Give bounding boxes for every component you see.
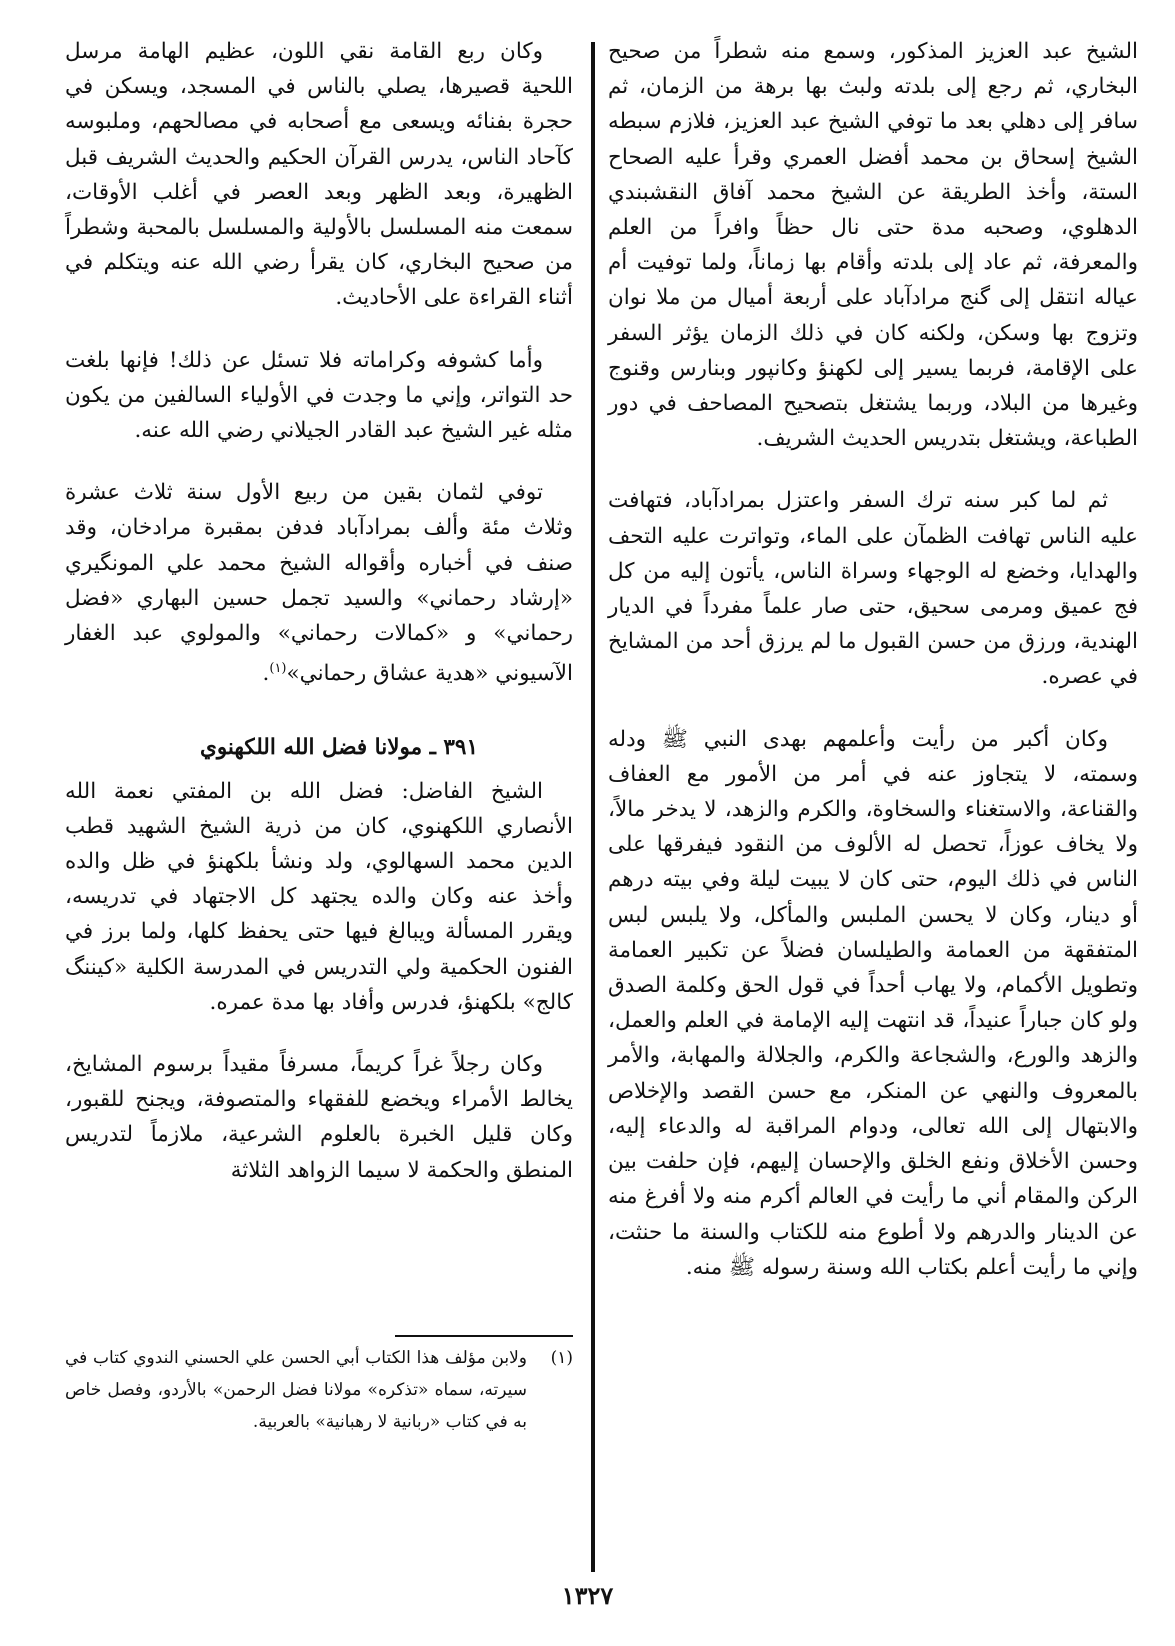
- paragraph: توفي لثمان بقين من ربيع الأول سنة ثلاث عشرة وثلاث مئة وألف بمرادآباد فدفن بمقبرة مرادخان، وقد صنف في أخباره وأقواله الشيخ محمد علي المونگيري «إرشاد رحماني» والسيد تجمل حسين البهاري «فضل رحماني» و «كمالات رحماني» والمولوي عبد الغفار الآسيوني «هدية عشاق رحماني»$^{(١)}$.: [65, 480, 573, 687]
- page-number: ١٣٢٧: [561, 1581, 614, 1610]
- paragraph: ثم لما كبر سنه ترك السفر واعتزل بمرادآباد، فتهافت عليه الناس تهافت الظمآن على الماء، وتواترت عليه التحف والهدايا، وخضع له الوجهاء وسراة الناس، يأتون إليه من كل فج عميق ومرمى سحيق، حتى صار علماً مفرداً في الديار الهندية، ورزق من حسن القبول ما لم يرزق أحد من المشايخ في عصره.: [608, 488, 1138, 690]
- column-divider: [591, 42, 595, 1572]
- paragraph: وكان أكبر من رأيت وأعلمهم بهدى النبي ﷺ ودله وسمته، لا يتجاوز عنه في أمر من الأمور مع العفاف والقناعة، والاستغناء والسخاوة، والكرم والزهد، لا يدخر مالاً، ولا يخاف عوزاً، تحصل له الألوف من النقود فيفرقها على الناس في ذلك اليوم، حتى كان لا يبيت ليلة وفي بيته درهم أو دينار، وكان لا يحسن الملبس والمأكل، ولا يلبس لبس المتفقهة من العمامة والطيلسان فضلاً عن تكبير العمامة وتطويل الأكمام، ولا يهاب أحداً في قول الحق وكلمة الصدق ولو كان جباراً عنيداً، قد انتهت إليه الإمامة في العلم والعمل، والزهد والورع، والشجاعة والكرم، والجلالة والمهابة، والأمر بالمعروف والنهي عن المنكر، مع حسن القصد والإخلاص والابتهال إلى الله تعالى، ودوام المراقبة له والدعاء إليه، وحسن الأخلاق ونفع الخلق والإحسان إليهم، فإن حلفت بين الركن والمقام أني ما رأيت في العالم أكرم منه ولا أفرغ منه عن الدينار والدرهم ولا أطوع منه للكتاب والسنة ما حنثت، وإني ما رأيت أعلم بكتاب الله وسنة رسوله ﷺ منه.: [608, 726, 1138, 1280]
- footnote-reference[interactable]: (١): [269, 661, 287, 677]
- entry-heading: ٣٩١ ـ مولانا فضل الله اللكهنوي: [199, 734, 479, 760]
- right-column: [608, 34, 1138, 1285]
- footnote: [65, 1342, 573, 1438]
- paragraph-text: توفي لثمان بقين من ربيع الأول سنة ثلاث عشرة وثلاث مئة وألف بمرادآباد فدفن بمقبرة مرادخان، وقد صنف في أخباره وأقواله الشيخ محمد علي المونگيري «إرشاد رحماني» والسيد تجمل حسين البهاري «فضل رحماني» و «كمالات رحماني» والمولوي عبد الغفار الآسيوني «هدية عشاق رحماني»: [65, 480, 573, 687]
- paragraph: وكان ربع القامة نقي اللون، عظيم الهامة مرسل اللحية قصيرها، يصلي بالناس في المسجد، ويسكن في حجرة بفنائه ويسعى مع أصحابه في مصالحهم، وملبوسه كآحاد الناس، يدرس القرآن الحكيم والحديث الشريف قبل الظهيرة، وبعد الظهر وبعد العصر في أغلب الأوقات، سمعت منه المسلسل بالأولية والمسلسل بالمحبة وشطراً من صحيح البخاري، كان يقرأ رضي الله عنه ويتكلم في أثناء القراءة على الأحاديث.: [65, 39, 573, 311]
- paragraph: وكان رجلاً غراً كريماً، مسرفاً مقيداً برسوم المشايخ، يخالط الأمراء ويخضع للفقهاء والمتصوفة، ويجنح للقبور، وكان قليل الخبرة بالعلوم الشرعية، ملازماً لتدريس المنطق والحكمة لا سيما الزواهد الثلاثة: [65, 1052, 573, 1183]
- footnote-text: ولابن مؤلف هذا الكتاب أبي الحسن علي الحسني الندوي كتاب في سيرته، سماه «تذكره» مولانا فضل الرحمن» بالأردو، وفصل خاص به في كتاب «ربانية لا رهبانية» بالعربية.: [65, 1348, 527, 1432]
- paragraph: الشيخ عبد العزيز المذكور، وسمع منه شطراً من صحيح البخاري، ثم رجع إلى بلدته ولبث بها برهة من الزمان، ثم سافر إلى دهلي بعد ما توفي الشيخ عبد العزيز، فلازم سبطه الشيخ إسحاق بن محمد أفضل العمري وقرأ عليه الصحاح الستة، وأخذ الطريقة عن الشيخ محمد آفاق النقشبندي الدهلوي، وصحبه مدة حتى نال حظاً وافراً من العلم والمعرفة، ثم عاد إلى بلدته وأقام بها زماناً، ولما توفيت أم عياله انتقل إلى گنج مرادآباد على أربعة أميال من ملا نوان وتزوج بها وسكن، ولكنه كان في ذلك الزمان يؤثر السفر على الإقامة، فربما يسير إلى لكهنؤ وكانپور وبنارس وقنوج وغيرها من البلاد، وربما يشتغل بتصحيح المصاحف في دور الطباعة، ويشتغل بتدريس الحديث الشريف.: [608, 39, 1138, 452]
- paragraph: وأما كشوفه وكراماته فلا تسئل عن ذلك! فإنها بلغت حد التواتر، وإني ما وجدت في الأولياء السالفين من يكون مثله غير الشيخ عبد القادر الجيلاني رضي الله عنه.: [65, 347, 573, 444]
- footnote-separator: [395, 1335, 573, 1337]
- left-column: [65, 34, 573, 1188]
- paragraph: الشيخ الفاضل: فضل الله بن المفتي نعمة الله الأنصاري اللكهنوي، كان من ذرية الشيخ الشهيد قطب الدين محمد السهالوي، ولد ونشأ بلكهنؤ في ظل والده وأخذ عنه وكان والده يجتهد كل الاجتهاد في تدريسه، ويقرر المسألة ويبالغ فيها حتى يحفظ كلها، ولما برز في الفنون الحكمية ولي التدريس في المدرسة الكلية «كيننگ كالج» بلكهنؤ، فدرس وأفاد بها مدة عمره.: [65, 778, 573, 1015]
- footnote-number: (١): [550, 1348, 573, 1368]
